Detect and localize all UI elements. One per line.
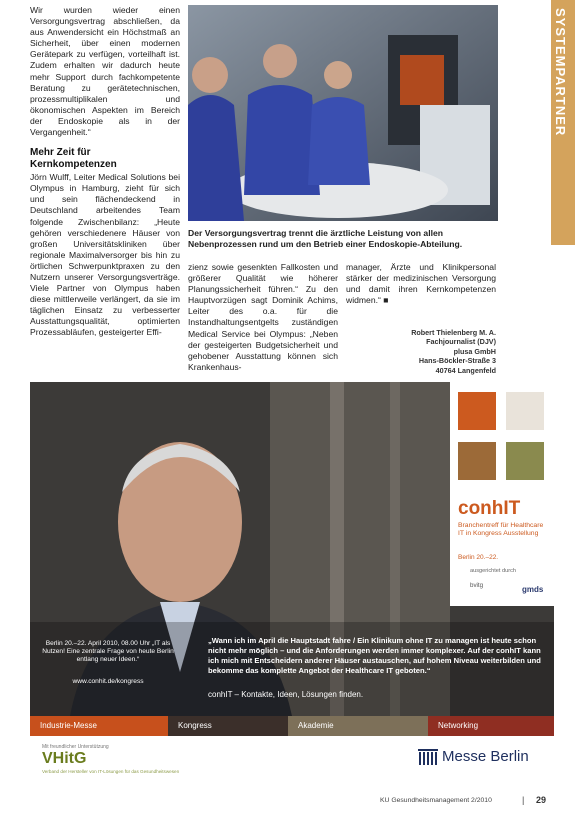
sponsor-logo-gmds: gmds bbox=[522, 585, 544, 594]
face-tile bbox=[458, 442, 496, 480]
page-number: 29 bbox=[536, 795, 547, 805]
ad-bar-industrie-messe: Industrie-Messe bbox=[30, 716, 168, 736]
ad-bar-kongress: Kongress bbox=[168, 716, 288, 736]
author-city: 40764 Langenfeld bbox=[435, 365, 496, 375]
author-role: Fachjournalist (DJV) bbox=[426, 337, 496, 347]
author-name: Robert Thielenberg M. A. bbox=[411, 328, 496, 337]
conhit-tagline: Branchentreff für Healthcare IT in Kongress Ausstellung bbox=[458, 522, 544, 537]
vhitg-logo: VHitG bbox=[42, 750, 87, 767]
page-footer-separator: | bbox=[522, 795, 525, 805]
section-tab-label: SYSTEMPARTNER bbox=[553, 8, 568, 137]
ad-slogan: conhIT – Kontakte, Ideen, Lösungen finden. bbox=[208, 690, 364, 699]
endoscopy-team-photo bbox=[188, 5, 498, 221]
article-column-2 bbox=[188, 262, 338, 373]
article-paragraph: manager, Ärzte und Klinikpersonal stärker der medizinischen Versorgung und damit ihren Kernkompetenzen widmen.“ ■ bbox=[346, 262, 496, 306]
messe-berlin-logo: Messe Berlin bbox=[442, 748, 529, 765]
author-street: Hans-Böckler-Straße 3 bbox=[418, 356, 496, 366]
sponsor-logo-bvitg: bvitg bbox=[470, 582, 484, 589]
author-company: plusa GmbH bbox=[453, 346, 496, 356]
ad-quote: „Wann ich im April die Hauptstadt fahre / Ein Klinikum ohne IT zu managen ist heute schon nicht mehr möglich – und die Anforderungen werden immer komplexer. Auf der conhIT kann ich mich mit Entscheidern anderer Häuser austauschen, auf hohem Niveau weiterbilden und bekomme das komplette Angebot der Healthcare IT geboten.“ bbox=[208, 636, 541, 675]
vhitg-subtitle: Verband der Hersteller von IT-Lösungen für das Gesundheitswesen bbox=[42, 769, 180, 774]
event-note: Berlin 20.–22. April 2010, 08.00 Uhr „IT als Nutzen! Eine zentrale Frage von heute Berlin entlang neuer Ideen.“ bbox=[42, 640, 174, 663]
face-tile bbox=[506, 392, 544, 430]
sponsor-note: ausgerichtet durch bbox=[470, 568, 517, 574]
article-column-3 bbox=[346, 262, 496, 306]
photo-caption: Der Versorgungsvertrag trennt die ärztliche Leistung von allen Nebenprozessen rund um den Betrieb einer Endoskopie-Abteilung. bbox=[188, 228, 463, 249]
photo-illustration bbox=[188, 5, 498, 221]
conhit-date: Berlin 20.–22. bbox=[458, 554, 499, 561]
article-paragraph: Wir wurden wieder einen Versorgungsvertrag abschließen, da aus Anwendersicht ein Höchstmaß an Sicherheit, über einen modernen Gerätepark zu verfügen, vorteilhaft ist. Zudem erhalten wir dadurch heute mehr Support durch fachkompetente Beratung zu gerätetechnischen, prozessmultiplikalen und ökonomischen Aspekten im Bereich der Endoskopie als in der Vergangenheit.“ bbox=[30, 5, 180, 138]
partner-note: Mit freundlicher Unterstützung bbox=[42, 744, 109, 750]
article-subheading: Mehr Zeit für Kernkompetenzen bbox=[30, 147, 117, 171]
messe-berlin-icon bbox=[418, 749, 438, 765]
page-footer-publication: KU Gesundheitsmanagement 2/2010 bbox=[380, 797, 492, 804]
ad-bar-akademie: Akademie bbox=[288, 716, 428, 736]
conhit-logo-panel bbox=[450, 382, 554, 606]
event-link[interactable]: www.conhit.de/kongress bbox=[72, 678, 144, 685]
ad-bar-networking: Networking bbox=[428, 716, 554, 736]
article-paragraph: Jörn Wulff, Leiter Medical Solutions bei Olympus in Hamburg, zieht für sich und sein flächendeckend in Deutschland arbeitendes Team folgende Zwischenbilanz: „Heute gehören verschiedenere Häuser von großen Universitätskliniken über regionale Maximalversorger bis hin zu örtlichen Schwerpunktpraxen zu den Nutzern unserer Versorgungsverträge. Viele Partner von Olympus haben diese mittlerweile verlängert, da sie im täglichen Einsatz zu verbesserter Ausstattungsqualität, optimierten Prozessabläufen, gesteigerter Effi- bbox=[30, 172, 180, 338]
face-tile bbox=[458, 392, 496, 430]
author-box bbox=[346, 328, 496, 375]
section-tab bbox=[551, 0, 575, 245]
article-paragraph: zienz sowie gesenkten Fallkosten und größerer Qualität wie höherer Planungssicherheit führen.“ Zu den Hauptvorzügen sagt Dominik Achims, Leiter des o.a. für die Instandhaltungsentgelts zuständigen Medical Service bei Olympus: „Neben der gesteigerten Budgetsicherheit und gehobener Ausstattung können sich Krankenhaus- bbox=[188, 262, 338, 372]
conhit-advertisement[interactable] bbox=[30, 382, 554, 736]
conhit-logo: conhIT bbox=[458, 498, 521, 519]
article-column-1 bbox=[30, 5, 180, 339]
face-tile bbox=[506, 442, 544, 480]
